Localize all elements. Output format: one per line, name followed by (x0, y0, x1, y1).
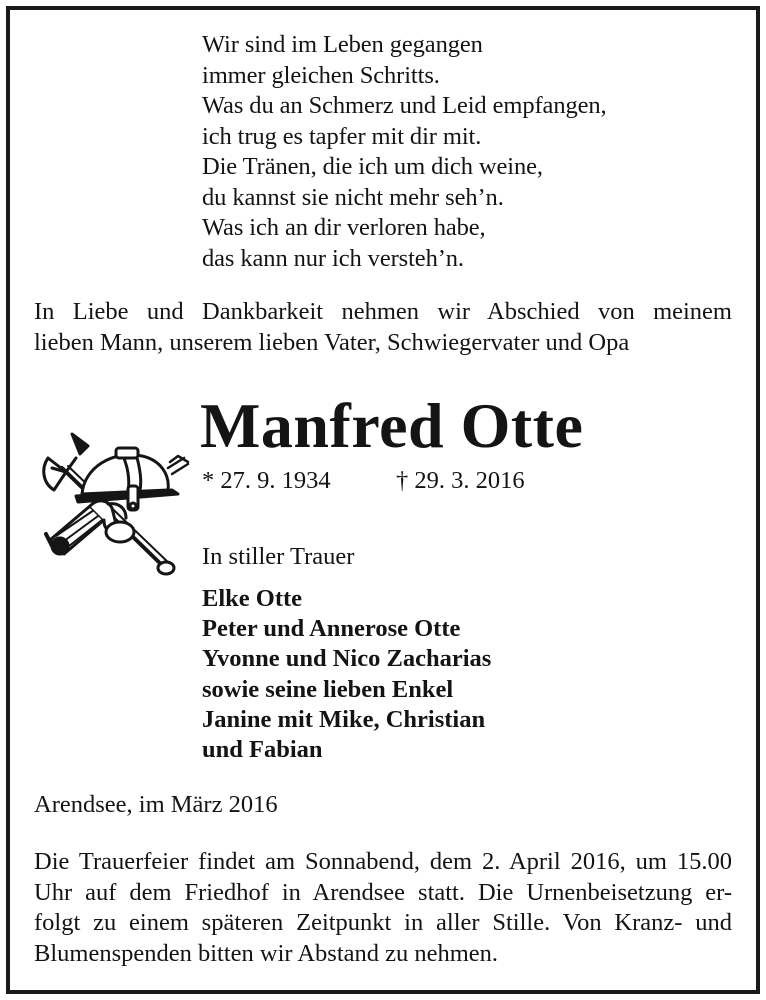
poem-line: das kann nur ich versteh’n. (202, 244, 464, 272)
poem-line: Die Tränen, die ich um dich weine, (202, 153, 543, 180)
mourner-name: Peter und Annerose Otte (202, 615, 461, 643)
mourners-list (202, 584, 491, 765)
notice-line: Die Trauerfeier findet am Sonnabend, dem 2. April 2016, um 15.00 (34, 848, 732, 875)
notice-line: Uhr auf dem Friedhof in Arendsee statt. Die Urnenbeisetzung er- (34, 878, 732, 906)
mourner-name: Elke Otte (202, 585, 303, 612)
notice-line: folgt zu einem späteren Zeitpunkt in aller Stille. Von Kranz- und (34, 909, 732, 936)
poem-line: Was ich an dir verloren habe, (202, 214, 486, 241)
poem (202, 30, 607, 274)
mourning-label: In stiller Trauer (202, 543, 355, 570)
intro-line: lieben Mann, unserem lieben Vater, Schwiegervater und Opa (34, 329, 630, 356)
deceased-name: Manfred Otte (200, 390, 584, 461)
death-date: † 29. 3. 2016 (396, 467, 525, 494)
mourner-name: Yvonne und Nico Zacharias (202, 645, 492, 673)
intro-text (34, 296, 732, 358)
birth-date: * 27. 9. 1934 (202, 467, 331, 494)
place-and-date: Arendsee, im März 2016 (34, 791, 278, 818)
intro-line: In Liebe und Dankbarkeit nehmen wir Abschied von meinem (34, 298, 732, 325)
funeral-notice (34, 847, 732, 969)
firefighter-helmet-axe-lantern-icon (32, 428, 194, 580)
mourner-name: Janine mit Mike, Christian (202, 705, 486, 733)
mourner-name: und Fabian (202, 736, 323, 764)
poem-line: du kannst sie nicht mehr seh’n. (202, 183, 504, 211)
poem-line: immer gleichen Schritts. (202, 61, 440, 89)
poem-line: Wir sind im Leben gegangen (202, 31, 483, 58)
poem-line: ich trug es tapfer mit dir mit. (202, 122, 482, 150)
poem-line: Was du an Schmerz und Leid empfangen, (202, 92, 607, 119)
notice-line: Blumenspenden bitten wir Abstand zu nehmen. (34, 939, 499, 967)
mourner-name: sowie seine lieben Enkel (202, 675, 454, 703)
